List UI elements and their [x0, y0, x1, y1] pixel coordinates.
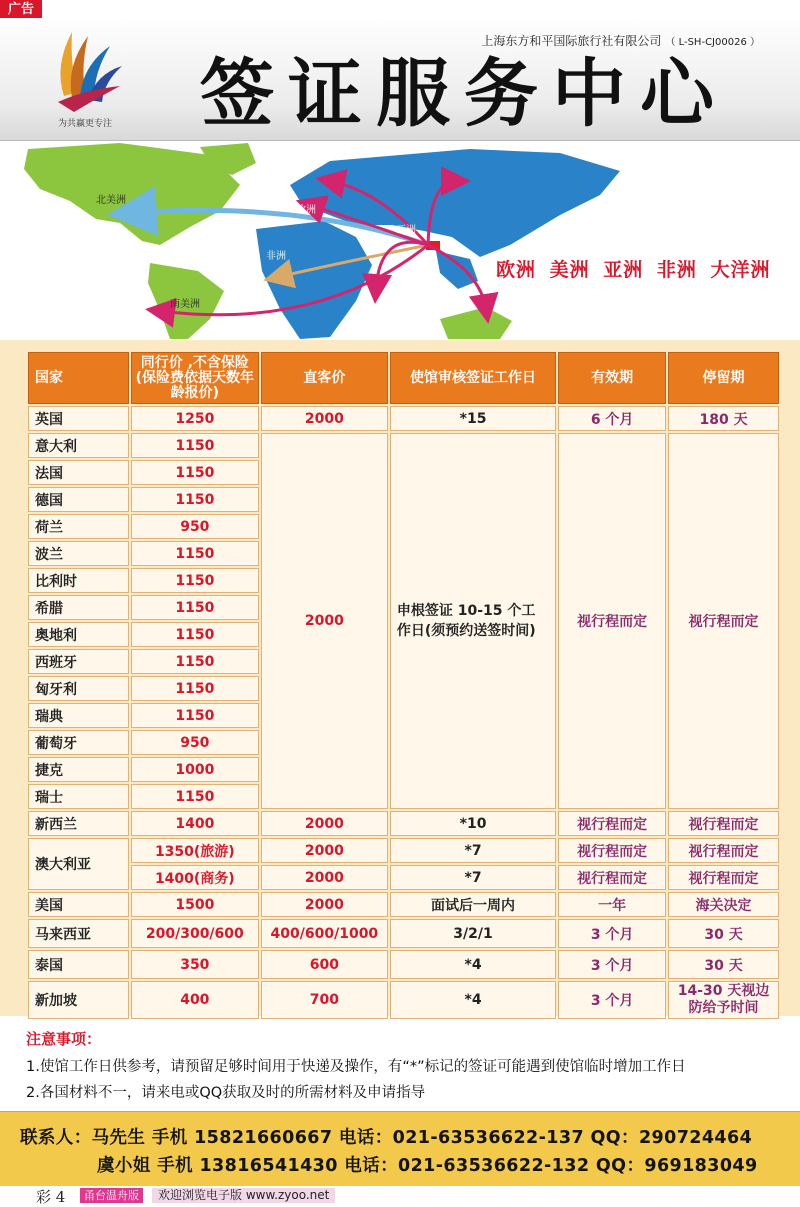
country-cell: 荷兰 [28, 514, 129, 539]
peer-price-cell: 350 [131, 950, 259, 979]
stay-cell: 视行程而定 [668, 865, 779, 890]
label-europe: 欧洲 [296, 205, 316, 216]
schengen-days-cell: 申根签证 10-15 个工作日(须预约送签时间) [390, 433, 556, 809]
peer-price-cell: 950 [131, 730, 259, 755]
table-row-au [28, 865, 779, 890]
peer-price-cell: 1400 [131, 811, 259, 836]
peer-price-cell: 1150 [131, 676, 259, 701]
country-cell: 德国 [28, 487, 129, 512]
table-row-sg [28, 981, 779, 1019]
days-cell: *4 [390, 950, 556, 979]
edition-tag: 甬台温舟版 [80, 1188, 143, 1203]
direct-price-cell: 700 [261, 981, 388, 1019]
schengen-stay-cell: 视行程而定 [668, 433, 779, 809]
country-cell: 捷克 [28, 757, 129, 782]
website-link[interactable]: 欢迎浏览电子版 www.zyoo.net [152, 1188, 335, 1203]
country-cell: 泰国 [28, 950, 129, 979]
ad-tag: 广告 [0, 0, 42, 20]
country-cell: 澳大利亚 [28, 838, 129, 890]
validity-cell: 3 个月 [558, 919, 666, 948]
direct-price-cell: 2000 [261, 811, 388, 836]
peer-price-cell: 1150 [131, 595, 259, 620]
peer-price-cell: 1350(旅游) [131, 838, 259, 863]
world-map [0, 141, 800, 339]
peer-price-cell: 1150 [131, 622, 259, 647]
col-stay: 停留期 [668, 352, 779, 404]
continents-banner: 欧洲 美洲 亚洲 非洲 大洋洲 [496, 259, 771, 281]
direct-price-cell: 2000 [261, 838, 388, 863]
stay-cell: 30 天 [668, 950, 779, 979]
license-number: （ L-SH-CJ00026 ） [665, 37, 760, 48]
validity-cell: 视行程而定 [558, 838, 666, 863]
footer [0, 1186, 800, 1205]
company-name [481, 32, 760, 49]
country-cell: 波兰 [28, 541, 129, 566]
notice-title: 注意事项： [26, 1030, 102, 1048]
label-north-america: 北美洲 [96, 195, 126, 206]
days-cell: *10 [390, 811, 556, 836]
country-cell: 比利时 [28, 568, 129, 593]
page-number: 彩 4 [36, 1188, 66, 1206]
days-cell: *7 [390, 838, 556, 863]
validity-cell: 6 个月 [558, 406, 666, 431]
contact-line-2: 虞小姐 手机 13816541430 电话：021-63536622-132 QQ：969183049 [97, 1156, 758, 1176]
label-asia: 亚洲 [396, 225, 416, 236]
se-asia-shape [436, 251, 478, 289]
contact-bar [0, 1111, 800, 1186]
notice-item: 1.使馆工作日供参考，请预留足够时间用于快递及操作，有“*”标记的签证可能遇到使馆临时增加工作日 [26, 1059, 686, 1075]
schengen-direct-price-cell: 2000 [261, 433, 388, 809]
country-cell: 西班牙 [28, 649, 129, 674]
peer-price-cell: 1250 [131, 406, 259, 431]
peer-price-cell: 1150 [131, 541, 259, 566]
col-validity: 有效期 [558, 352, 666, 404]
australia-shape [440, 307, 512, 339]
stay-cell: 视行程而定 [668, 811, 779, 836]
country-cell: 葡萄牙 [28, 730, 129, 755]
company-name-text: 上海东方和平国际旅行社有限公司 [481, 34, 662, 48]
col-direct-price: 直客价 [261, 352, 388, 404]
validity-cell: 3 个月 [558, 950, 666, 979]
peer-price-cell: 1500 [131, 892, 259, 917]
country-cell: 法国 [28, 460, 129, 485]
world-map-graphic [0, 141, 800, 339]
company-logo-icon [44, 26, 124, 112]
validity-cell: 视行程而定 [558, 811, 666, 836]
table-row-my [28, 919, 779, 948]
table-row-th [28, 950, 779, 979]
col-country: 国家 [28, 352, 129, 404]
days-cell: *4 [390, 981, 556, 1019]
stay-cell: 视行程而定 [668, 838, 779, 863]
days-cell: *15 [390, 406, 556, 431]
price-table-section [0, 340, 800, 1016]
header [0, 18, 800, 141]
stay-cell: 180 天 [668, 406, 779, 431]
peer-price-cell: 1150 [131, 649, 259, 674]
stay-cell: 14-30 天视边防给予时间 [668, 981, 779, 1019]
country-cell: 美国 [28, 892, 129, 917]
africa-shape [256, 221, 372, 339]
days-cell: *7 [390, 865, 556, 890]
country-cell: 希腊 [28, 595, 129, 620]
col-peer-price: 同行价 ,不含保险(保险费依据天数年龄报价) [131, 352, 259, 404]
schengen-validity-cell: 视行程而定 [558, 433, 666, 809]
direct-price-cell: 400/600/1000 [261, 919, 388, 948]
stay-cell: 海关决定 [668, 892, 779, 917]
peer-price-cell: 1150 [131, 568, 259, 593]
days-cell: 面试后一周内 [390, 892, 556, 917]
direct-price-cell: 2000 [261, 406, 388, 431]
table-row-us [28, 892, 779, 917]
label-south-america: 南美洲 [170, 299, 200, 310]
peer-price-cell: 1150 [131, 703, 259, 728]
label-africa: 非洲 [266, 251, 286, 262]
page-title: 签证服务中心 [200, 51, 728, 137]
direct-price-cell: 2000 [261, 865, 388, 890]
slogan: 为共赢更专注 [57, 119, 112, 129]
days-cell: 3/2/1 [390, 919, 556, 948]
country-cell: 匈牙利 [28, 676, 129, 701]
table-row-au [28, 838, 779, 863]
peer-price-cell: 1150 [131, 433, 259, 458]
peer-price-cell: 1150 [131, 784, 259, 809]
country-cell: 瑞士 [28, 784, 129, 809]
table-row-schengen [28, 433, 779, 458]
col-processing-days: 使馆审核签证工作日 [390, 352, 556, 404]
country-cell: 新西兰 [28, 811, 129, 836]
country-cell: 马来西亚 [28, 919, 129, 948]
validity-cell: 一年 [558, 892, 666, 917]
notice-item: 2.各国材料不一，请来电或QQ获取及时的所需材料及申请指导 [26, 1085, 426, 1101]
peer-price-cell: 1000 [131, 757, 259, 782]
country-cell: 英国 [28, 406, 129, 431]
peer-price-cell: 950 [131, 514, 259, 539]
direct-price-cell: 600 [261, 950, 388, 979]
validity-cell: 3 个月 [558, 981, 666, 1019]
table-row-nz [28, 811, 779, 836]
validity-cell: 视行程而定 [558, 865, 666, 890]
visa-price-table [26, 350, 781, 1021]
direct-price-cell: 2000 [261, 892, 388, 917]
country-cell: 瑞典 [28, 703, 129, 728]
peer-price-cell: 1150 [131, 487, 259, 512]
contact-line-1: 联系人：马先生 手机 15821660667 电话：021-63536622-137 QQ：290724464 [20, 1128, 753, 1148]
peer-price-cell: 400 [131, 981, 259, 1019]
country-cell: 新加坡 [28, 981, 129, 1019]
peer-price-cell: 1150 [131, 460, 259, 485]
country-cell: 意大利 [28, 433, 129, 458]
table-row-uk [28, 406, 779, 431]
country-cell: 奥地利 [28, 622, 129, 647]
peer-price-cell: 1400(商务) [131, 865, 259, 890]
peer-price-cell: 200/300/600 [131, 919, 259, 948]
stay-cell: 30 天 [668, 919, 779, 948]
